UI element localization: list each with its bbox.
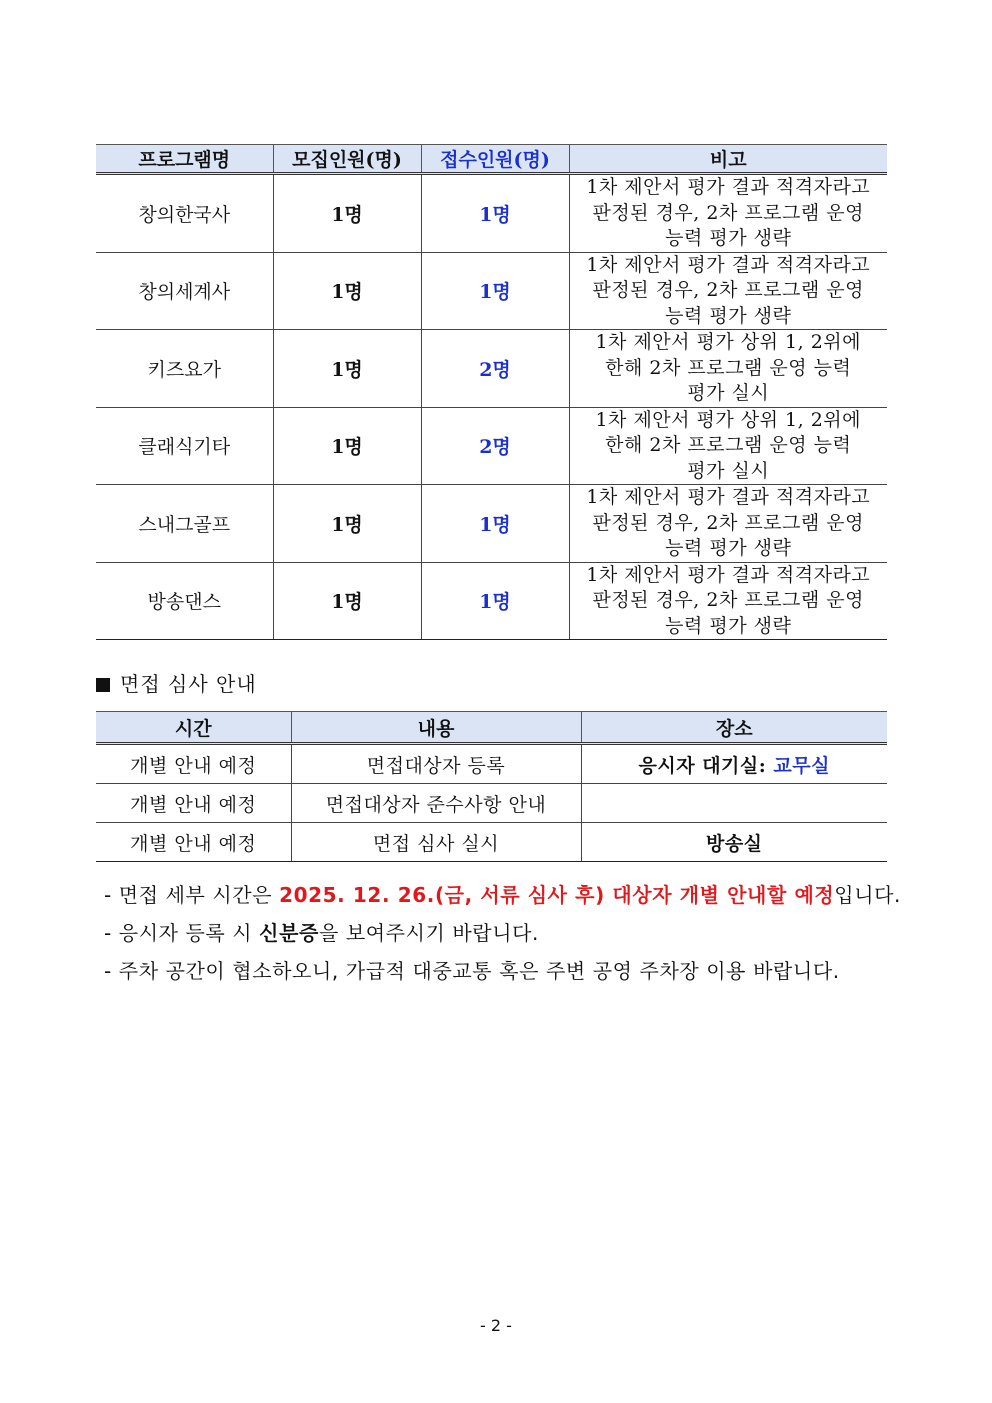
note-text: - 응시자 등록 시 — [104, 921, 260, 945]
content-cell: 면접 심사 실시 — [291, 823, 581, 862]
applied-count: 2명 — [421, 407, 569, 485]
remarks-line: 한해 2차 프로그램 운영 능력 — [605, 434, 852, 456]
note-line — [104, 880, 901, 918]
note-text: 을 보여주시기 바랍니다. — [318, 921, 540, 945]
header-program-name: 프로그램명 — [96, 145, 273, 174]
section-heading-text: 면접 심사 안내 — [120, 672, 257, 696]
recruit-count: 1명 — [273, 330, 421, 408]
time-cell: 개별 안내 예정 — [96, 744, 291, 784]
note-line — [104, 918, 901, 956]
header-place: 장소 — [581, 712, 887, 744]
time-cell: 개별 안내 예정 — [96, 823, 291, 862]
remarks-line: 능력 평가 생략 — [665, 614, 792, 637]
remarks — [569, 252, 887, 330]
place-label: 응시자 대기실: — [638, 754, 774, 777]
applied-count: 1명 — [421, 485, 569, 563]
remarks-line: 판정된 경우, 2차 프로그램 운영 — [592, 201, 865, 224]
remarks-line: 1차 제안서 평가 상위 1, 2위에 — [595, 331, 862, 353]
applied-count: 1명 — [421, 252, 569, 330]
header-applied-count: 접수인원(명) — [421, 145, 569, 174]
note-text: - 면접 세부 시간은 — [104, 883, 280, 907]
note-line — [104, 956, 901, 994]
header-time: 시간 — [96, 712, 291, 744]
program-table-header — [96, 145, 887, 174]
remarks-line: 1차 제안서 평가 상위 1, 2위에 — [595, 408, 862, 431]
applied-count: 2명 — [421, 330, 569, 408]
note-emphasis: 신분증 — [259, 921, 319, 945]
remarks-line: 평가 실시 — [687, 459, 770, 482]
header-recruit-count: 모집인원(명) — [273, 145, 421, 174]
remarks-line: 1차 제안서 평가 결과 적격자라고 — [586, 253, 871, 276]
table-row — [96, 784, 887, 823]
note-text: - 주차 공간이 협소하오니, 가급적 대중교통 혹은 주변 공영 주차장 이용 바랍니다. — [104, 959, 840, 983]
remarks — [569, 562, 887, 640]
table-row — [96, 407, 887, 485]
content-cell: 면접대상자 준수사항 안내 — [291, 784, 581, 823]
table-row — [96, 485, 887, 563]
remarks — [569, 407, 887, 485]
notes — [104, 880, 901, 994]
program-table — [96, 144, 887, 640]
header-remarks: 비고 — [569, 145, 887, 174]
table-row — [96, 744, 887, 784]
table-row — [96, 823, 887, 862]
square-bullet-icon — [96, 678, 110, 692]
recruit-count: 1명 — [273, 407, 421, 485]
remarks-line: 판정된 경우, 2차 프로그램 운영 — [592, 279, 865, 301]
recruit-count: 1명 — [273, 562, 421, 640]
content-cell: 면접대상자 등록 — [291, 744, 581, 784]
place-cell — [581, 744, 887, 784]
table-row — [96, 252, 887, 330]
recruit-count: 1명 — [273, 252, 421, 330]
applied-count: 1명 — [421, 562, 569, 640]
table-row — [96, 562, 887, 640]
program-name: 창의세계사 — [96, 252, 273, 330]
remarks-line: 판정된 경우, 2차 프로그램 운영 — [592, 589, 865, 611]
program-name: 창의한국사 — [96, 174, 273, 253]
note-highlight: 2025. 12. 26.(금, 서류 심사 후) 대상자 개별 안내할 예정 — [279, 883, 835, 907]
remarks-line: 능력 평가 생략 — [665, 304, 792, 327]
remarks-line: 능력 평가 생략 — [665, 537, 792, 559]
remarks-line: 1차 제안서 평가 결과 적격자라고 — [586, 486, 871, 508]
table-row — [96, 330, 887, 408]
header-content: 내용 — [291, 712, 581, 744]
program-name: 스내그골프 — [96, 485, 273, 563]
applied-count: 1명 — [421, 174, 569, 253]
note-text: 입니다. — [834, 883, 901, 907]
recruit-count: 1명 — [273, 174, 421, 253]
place-cell — [581, 784, 887, 823]
table-row — [96, 174, 887, 253]
remarks-line: 한해 2차 프로그램 운영 능력 — [605, 356, 852, 379]
recruit-count: 1명 — [273, 485, 421, 563]
remarks — [569, 330, 887, 408]
place-cell: 방송실 — [581, 823, 887, 862]
remarks — [569, 174, 887, 253]
page-number: - 2 - — [480, 1316, 512, 1335]
section-heading — [96, 668, 257, 697]
remarks-line: 평가 실시 — [687, 382, 770, 404]
remarks-line: 1차 제안서 평가 결과 적격자라고 — [586, 176, 871, 198]
remarks-line: 능력 평가 생략 — [665, 227, 792, 249]
interview-table-header — [96, 712, 887, 744]
remarks — [569, 485, 887, 563]
remarks-line: 1차 제안서 평가 결과 적격자라고 — [586, 563, 871, 586]
time-cell: 개별 안내 예정 — [96, 784, 291, 823]
program-name: 키즈요가 — [96, 330, 273, 408]
interview-table — [96, 711, 887, 862]
program-name: 방송댄스 — [96, 562, 273, 640]
remarks-line: 판정된 경우, 2차 프로그램 운영 — [592, 511, 865, 534]
program-name: 클래식기타 — [96, 407, 273, 485]
place-value: 교무실 — [773, 754, 830, 777]
